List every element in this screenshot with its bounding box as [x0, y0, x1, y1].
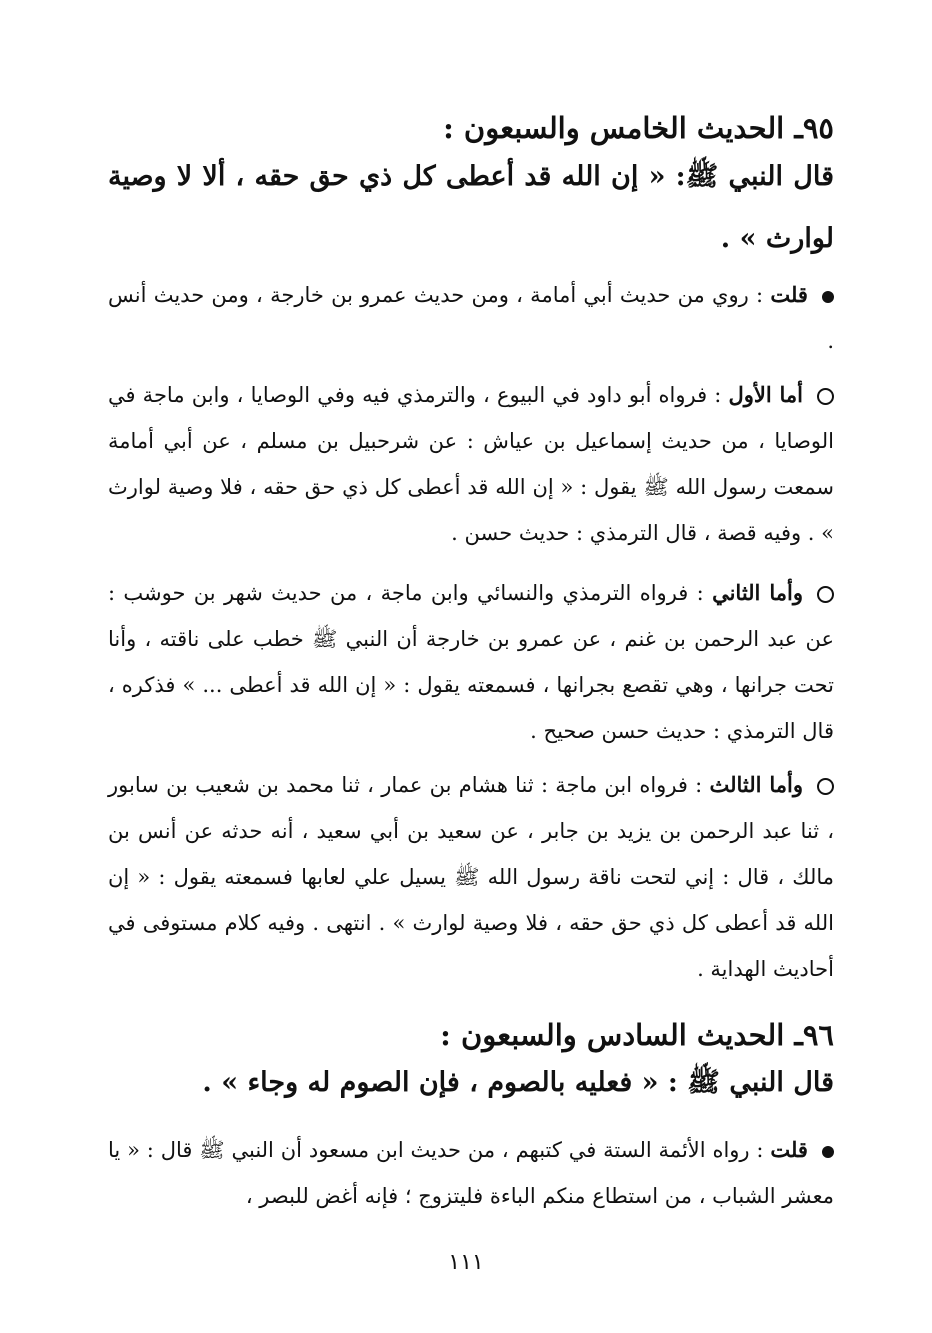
hadith-95-heading: ٩٥ـ الحديث الخامس والسبعون :: [443, 111, 834, 145]
first-text: : فرواه أبو داود في البيوع ، والترمذي فيه وفي الوصايا ، وابن ماجة في الوصايا ، من حديث إسماعيل بن عياش : عن شرحبيل بن مسلم ، عن أبي أمامة سمعت رسول الله ﷺ يقول : « إن الله قد أعطى كل ذي حق حقه ، فلا وصية لوارث » . وفيه قصة ، قال الترمذي : حديث حسن .: [108, 383, 834, 545]
circle-bullet-icon: [817, 388, 834, 405]
bullet-icon: [822, 291, 834, 303]
third-text: : فرواه ابن ماجة : ثنا هشام بن عمار ، ثنا محمد بن شعيب بن سابور ، ثنا عبد الرحمن بن يزيد بن جابر ، عن سعيد بن أبي سعيد ، أنه حدثه عن أنس بن مالك ، قال : إني لتحت ناقة رسول الله ﷺ يسيل علي لعابها فسمعته يقول : « إن الله قد أعطى كل ذي حق حقه ، فلا وصية لوارث » . انتهى . وفيه كلام مستوفى في أحاديث الهداية .: [108, 773, 834, 981]
qultu-label: قلت: [770, 1137, 808, 1162]
second-label: وأما الثاني: [712, 580, 803, 605]
hadith-96-saying: قال النبي ﷺ : « فعليه بالصوم ، فإن الصوم له وجاء » .: [202, 1067, 834, 1098]
hadith-96-qultu-paragraph: [108, 1127, 834, 1219]
hadith-95-qultu-paragraph: [108, 272, 834, 364]
third-label: وأما الثالث: [709, 772, 804, 797]
hadith-95-saying: قال النبي ﷺ: « إن الله قد أعطى كل ذي حق حقه ، ألا لا وصية لوارث » .: [108, 161, 834, 254]
bullet-icon: [822, 1146, 834, 1158]
circle-bullet-icon: [817, 586, 834, 603]
second-text: : فرواه الترمذي والنسائي وابن ماجة ، من حديث شهر بن حوشب : عن عبد الرحمن بن غنم ، عن عمرو بن خارجة أن النبي ﷺ خطب على ناقته ، وأنا تحت جرانها ، وهي تقصع بجرانها ، فسمعته يقول : « إن الله قد أعطى ... » فذكره ، قال الترمذي : حديث حسن صحيح .: [108, 581, 834, 743]
qultu-text: : روي من حديث أبي أمامة ، ومن حديث عمرو بن خارجة ، ومن حديث أنس .: [108, 283, 834, 353]
qultu-label: قلت: [770, 282, 808, 307]
hadith-95-third-paragraph: [108, 762, 834, 992]
hadith-95-second-paragraph: [108, 570, 834, 754]
qultu-text: : رواه الأئمة الستة في كتبهم ، من حديث ابن مسعود أن النبي ﷺ قال : « يا معشر الشباب ، من استطاع منكم الباءة فليتزوج ؛ فإنه أغض للبصر ،: [108, 1138, 834, 1208]
first-label: أما الأول: [728, 382, 803, 407]
hadith-96-heading: ٩٦ـ الحديث السادس والسبعون :: [440, 1018, 834, 1052]
hadith-95-first-paragraph: [108, 372, 834, 556]
page-number: ١١١: [448, 1250, 484, 1275]
circle-bullet-icon: [817, 778, 834, 795]
